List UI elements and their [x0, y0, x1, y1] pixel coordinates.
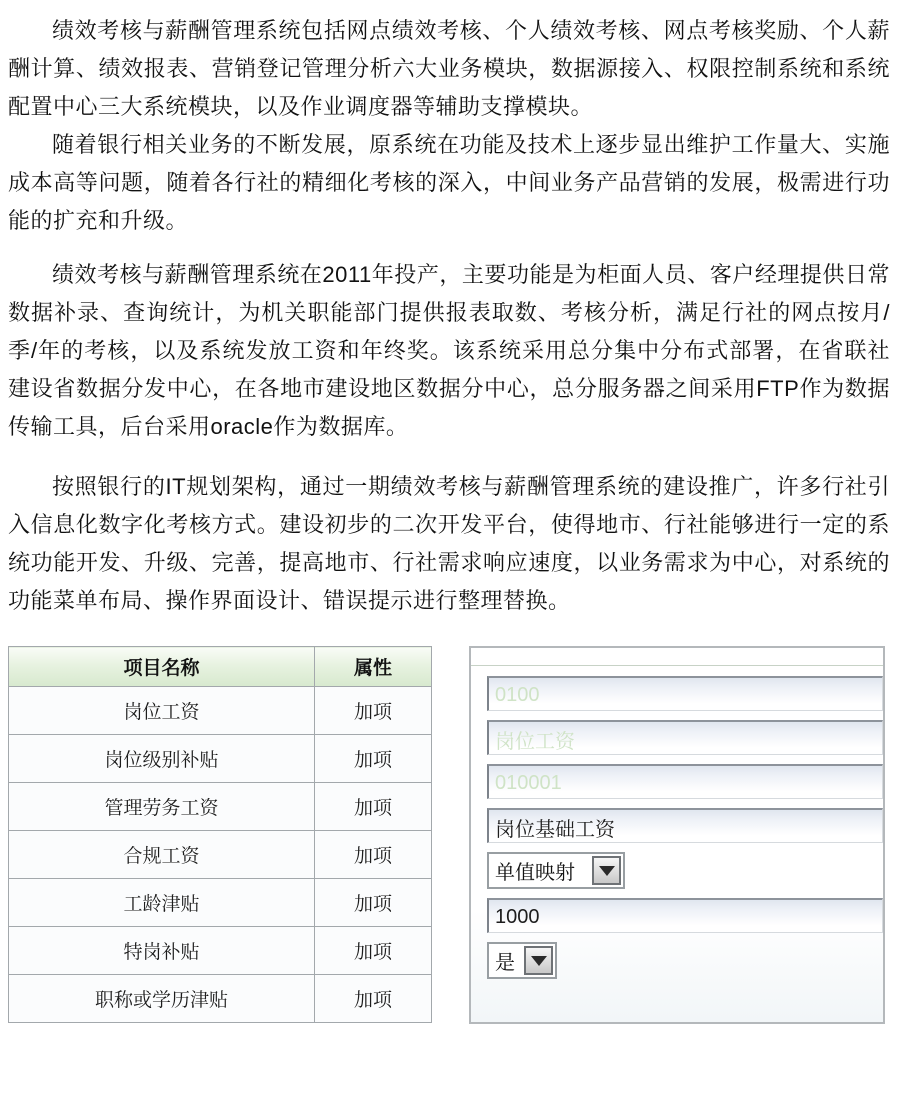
- sub-item-name-input[interactable]: [487, 808, 883, 843]
- column-header-item-name: 项目名称: [9, 647, 315, 687]
- item-name-cell: 工龄津贴: [9, 879, 315, 927]
- table-header-row: [9, 647, 432, 687]
- table-row: [9, 735, 432, 783]
- panel-header-strip: [471, 648, 883, 666]
- mapping-type-dropdown[interactable]: [487, 852, 625, 889]
- enabled-dropdown[interactable]: [487, 942, 557, 979]
- paragraph-production: 绩效考核与薪酬管理系统在2011年投产，主要功能是为柜面人员、客户经理提供日常数据补录、查询统计，为机关职能部门提供报表取数、考核分析，满足行社的网点按月/季/年的考核，以及系统发放工资和年终奖。该系统采用总分集中分布式部署，在省联社建设省数据分发中心，在各地市建设地区数据分中心，总分服务器之间采用FTP作为数据传输工具，后台采用oracle作为数据库。: [8, 262, 890, 439]
- table-row: [9, 927, 432, 975]
- column-header-attribute: 属性: [315, 647, 432, 687]
- field-row: [487, 852, 883, 889]
- field-row: [487, 898, 883, 933]
- table-row: [9, 879, 432, 927]
- paragraph-plan: 按照银行的IT规划架构，通过一期绩效考核与薪酬管理系统的建设推广，许多行社引入信息化数字化考核方式。建设初步的二次开发平台，使得地市、行社能够进行一定的系统功能开发、升级、完善，提高地市、行社需求响应速度，以业务需求为中心，对系统的功能菜单布局、操作界面设计、错误提示进行整理替换。: [8, 474, 890, 613]
- field-row: [487, 942, 883, 979]
- table-row: [9, 831, 432, 879]
- panel-form: [471, 666, 883, 979]
- field-row: [487, 764, 883, 799]
- chevron-down-icon: [531, 956, 547, 966]
- item-name-cell: 特岗补贴: [9, 927, 315, 975]
- item-name-cell: 合规工资: [9, 831, 315, 879]
- dropdown-button[interactable]: [592, 856, 621, 885]
- chevron-down-icon: [599, 866, 615, 876]
- item-edit-panel: [469, 646, 885, 1024]
- attribute-cell: 加项: [315, 735, 432, 783]
- item-name-cell: 岗位级别补贴: [9, 735, 315, 783]
- attribute-cell: 加项: [315, 879, 432, 927]
- sub-item-code-input: [487, 764, 883, 799]
- item-name-cell: 管理劳务工资: [9, 783, 315, 831]
- field-row: [487, 720, 883, 755]
- amount-input[interactable]: [487, 898, 883, 933]
- enabled-value: 是: [495, 952, 515, 974]
- item-code-input: [487, 676, 883, 711]
- attribute-cell: 加项: [315, 687, 432, 735]
- item-name-input: [487, 720, 883, 755]
- item-name-cell: 职称或学历津贴: [9, 975, 315, 1023]
- table-row: [9, 687, 432, 735]
- dropdown-button[interactable]: [524, 946, 553, 975]
- table-row: [9, 975, 432, 1023]
- table-row: [9, 783, 432, 831]
- attribute-cell: 加项: [315, 831, 432, 879]
- figures-section: [8, 646, 900, 1024]
- salary-items-table: [8, 646, 432, 1023]
- field-row: [487, 808, 883, 843]
- paragraph-background: 随着银行相关业务的不断发展，原系统在功能及技术上逐步显出维护工作量大、实施成本高等问题，随着各行社的精细化考核的深入，中间业务产品营销的发展，极需进行功能的扩充和升级。: [8, 132, 890, 233]
- attribute-cell: 加项: [315, 783, 432, 831]
- paragraph-overview: 绩效考核与薪酬管理系统包括网点绩效考核、个人绩效考核、网点考核奖励、个人薪酬计算、绩效报表、营销登记管理分析六大业务模块，数据源接入、权限控制系统和系统配置中心三大系统模块，以及作业调度器等辅助支撑模块。: [8, 18, 890, 119]
- item-name-cell: 岗位工资: [9, 687, 315, 735]
- field-row: [487, 676, 883, 711]
- attribute-cell: 加项: [315, 927, 432, 975]
- mapping-type-value: 单值映射: [495, 862, 575, 884]
- attribute-cell: 加项: [315, 975, 432, 1023]
